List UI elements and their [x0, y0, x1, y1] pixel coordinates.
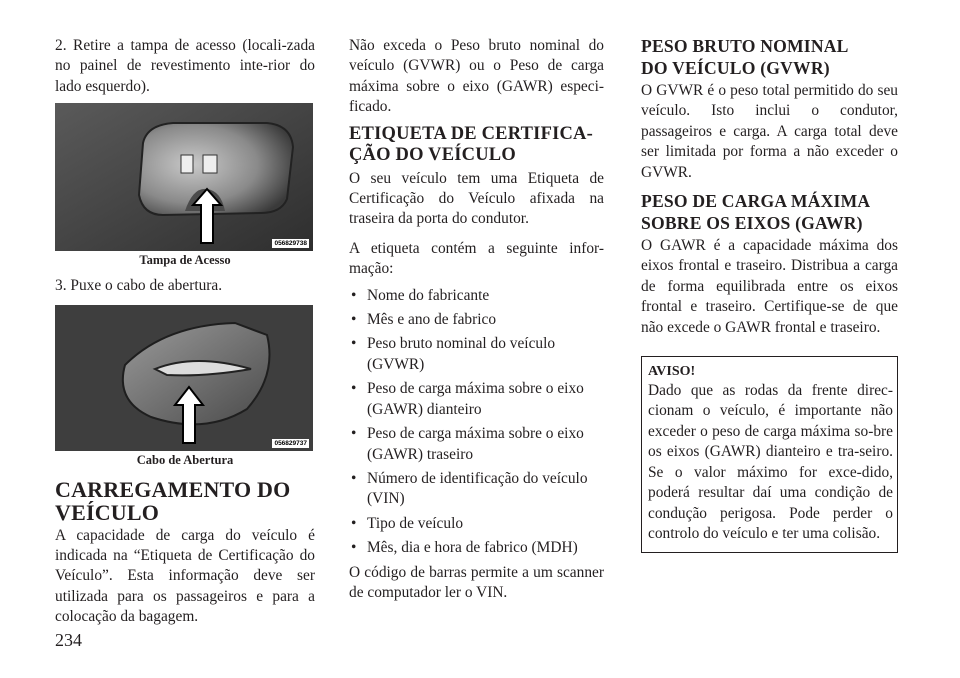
section-heading: CARREGAMENTO DO VEÍCULO: [55, 476, 291, 525]
figure-caption: Tampa de Acesso: [139, 253, 231, 268]
figure-caption: Cabo de Abertura: [136, 452, 234, 467]
page-number: 234: [55, 630, 82, 650]
access-cover-illustration: [55, 103, 313, 251]
bullet-icon: •: [351, 514, 357, 532]
bullet-icon: •: [351, 335, 357, 353]
paragraph: O GAWR é a capacidade máxima dos eixos frontal e traseiro. Distribua a carga de forma equilibrada entre os eixos frontal e traseiro. Certifique-se de que não excede o GAWR frontal e traseiro.: [641, 237, 898, 336]
section-heading: ETIQUETA DE CERTIFICA-ÇÃO DO VEÍCULO: [349, 123, 593, 166]
paragraph: O seu veículo tem uma Etiqueta de Certificação do Veículo afixada na traseira da porta do condutor.: [349, 169, 604, 228]
intro-paragraph: Não exceda o Peso bruto nominal do veículo (GVWR) ou o Peso de carga máxima sobre o eixo (GAWR) especi-ficado.: [349, 37, 604, 116]
list-item: • Nome do fabricante: [349, 286, 604, 306]
release-cable-figure: [55, 305, 313, 451]
list-item: • Mês, dia e hora de fabrico (MDH): [349, 538, 604, 558]
warning-box: [641, 356, 898, 553]
list-item: • Número de identificação do veículo (VIN): [351, 469, 588, 508]
paragraph: O GVWR é o peso total permitido do seu veículo. Isto inclui o condutor, passageiros e carga. A carga total deve ser limitada por forma a não exceder o GVWR.: [641, 82, 898, 181]
left-column: [55, 36, 315, 628]
list-item: • Mês e ano de fabrico: [349, 310, 604, 330]
section-paragraph: A capacidade de carga do veículo é indicada na “Etiqueta de Certificação do Veículo”. Esta informação deve ser utilizada para os passageiros e para a colocação da bagagem.: [55, 526, 315, 626]
bullet-icon: •: [351, 539, 357, 557]
label-info-list: [349, 286, 604, 559]
right-column: [641, 36, 898, 553]
list-item: • Tipo de veículo: [349, 514, 604, 534]
warning-title: AVISO!: [648, 364, 696, 380]
list-item: • Peso bruto nominal do veículo (GVWR): [351, 335, 556, 373]
figure-code: 056829738: [274, 240, 307, 248]
bullet-icon: •: [351, 286, 357, 304]
paragraph: O código de barras permite a um scanner de computador ler o VIN.: [349, 563, 604, 601]
access-cover-figure: [55, 103, 313, 251]
middle-column: [349, 36, 604, 603]
warning-text: Dado que as rodas da frente direc-cionam o veículo, é importante não exceder o peso de carga máxima so-bre os eixos (GAWR) dianteiro e tra-seiro. Se o valor máximo for exce-dido, poderá resultar daí uma condição de condução perigosa. Pode perder o controlo do veículo e ter uma colisão.: [648, 382, 893, 542]
release-cable-illustration: [55, 305, 313, 451]
bullet-icon: •: [351, 469, 357, 487]
list-item: • Peso de carga máxima sobre o eixo (GAWR) traseiro: [351, 425, 584, 463]
list-item: • Peso de carga máxima sobre o eixo (GAWR) dianteiro: [351, 380, 584, 418]
paragraph: A etiqueta contém a seguinte infor-mação:: [349, 239, 604, 278]
bullet-icon: •: [351, 380, 357, 398]
section-heading: PESO DE CARGA MÁXIMA SOBRE OS EIXOS (GAWR): [641, 191, 870, 233]
section-heading: PESO BRUTO NOMINAL DO VEÍCULO (GVWR): [641, 36, 848, 78]
figure-code: 056829737: [274, 439, 307, 447]
step-3-text: 3. Puxe o cabo de abertura.: [55, 277, 223, 295]
bullet-icon: •: [351, 311, 357, 329]
step-2-text: 2. Retire a tampa de acesso (locali-zada no painel de revestimento inte-rior do lado esquerdo).: [55, 37, 315, 95]
bullet-icon: •: [351, 425, 357, 443]
